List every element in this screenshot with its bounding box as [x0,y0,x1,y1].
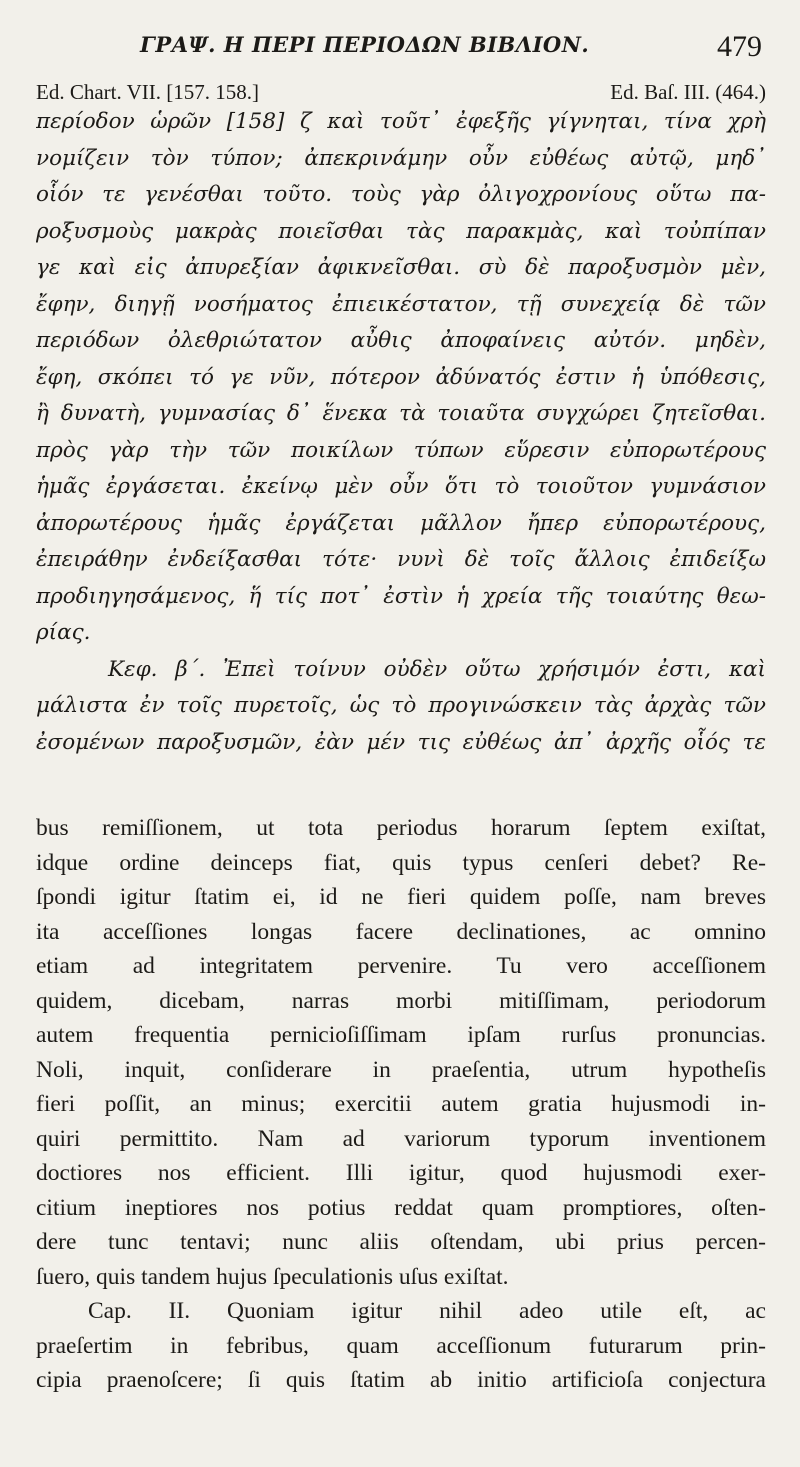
latin-text-line: citium ineptiores nos potius reddat quam promptiores, oſten- [36,1194,766,1221]
greek-text-line: πρὸς γὰρ τὴν τῶν ποικίλων τύπων εὕρεσιν εὐπορωτέρους [36,437,766,463]
greek-text-line: ἐπειράθην ἐνδείξασθαι τότε· νυνὶ δὲ τοῖς ἄλλοις ἐπιδείξω [36,547,766,572]
greek-text-line: ἔφην, διηγῇ νοσήματος ἐπιεικέστατον, τῇ συνεχείᾳ δὲ τῶν [36,291,766,317]
latin-text-line: fieri poſſit, an minus; exercitii autem gratia hujusmodi in- [36,1091,766,1117]
latin-chapter-heading-line: Cap. II. Quoniam igitur nihil adeo utile eſt, ac [88,1298,766,1324]
latin-text-line: idque ordine deinceps fiat, quis typus cenſeri debet? Re- [36,849,766,876]
latin-text-line: doctiores nos efficient. Illi igitur, quod hujusmodi exer- [36,1160,766,1186]
latin-text-line: etiam ad integritatem pervenire. Tu vero acceſſionem [36,953,766,979]
latin-text-line: quidem, dicebam, narras morbi mitiſſimam, periodorum [36,987,766,1014]
latin-text-line: ſuero, quis tandem hujus ſpeculationis uſus exiſtat. [36,1263,509,1290]
greek-text-block [36,104,766,761]
greek-text-line: ἢ δυνατὴ, γυμνασίας δ᾽ ἕνεκα τὰ τοιαῦτα συγχώρει ζητεῖσθαι. [36,401,766,426]
latin-text-line: ita acceſſiones longas facere declinationes, ac omnino [36,918,766,945]
greek-text-line: ἔφη, σκόπει τό γε νῦν, πότερον ἀδύνατός ἐστιν ἡ ὑπόθεσις, [36,364,766,390]
latin-text-line: autem frequentia pernicioſiſſimam ipſam rurſus pronuncias. [36,1022,766,1048]
greek-text-line: ρίας. [36,620,91,645]
latin-text-line: bus remiſſionem, ut tota periodus horarum ſeptem exiſtat, [36,815,766,841]
running-head [0,30,800,70]
greek-text-line: νομίζειν τὸν τύπον; ἀπεκρινάμην οὖν εὐθέως αὐτῷ, μηδ᾽ [36,145,766,171]
edition-chartier-reference: Ed. Chart. VII. [157. 158.] [36,80,259,104]
greek-text-line: μάλιστα ἐν τοῖς πυρετοῖς, ὡς τὸ προγινώσκειν τὰς ἀρχὰς τῶν [36,693,766,718]
running-title: ΓΡΑΨ. Η ΠΕΡΙ ΠΕΡΙΟΔΩΝ ΒΙΒΛΙΟΝ. [140,32,590,57]
latin-text-line: dere tunc tentavi; nunc aliis oſtendam, ubi prius percen- [36,1229,766,1255]
greek-text-line: γε καὶ εἰς ἀπυρεξίαν ἀφικνεῖσθαι. σὺ δὲ παροξυσμὸν μὲν, [36,255,766,280]
greek-text-line: περίοδον ὡρῶν [158] ζ καὶ τοῦτ᾽ ἐφεξῆς γίγνηται, τίνα χρὴ [36,109,766,134]
greek-text-line: ἀπορωτέρους ἡμᾶς ἐργάζεται μᾶλλον ἤπερ εὐπορωτέρους, [36,510,766,536]
greek-chapter-heading-line: Κεφ. β΄. Ἐπεὶ τοίνυν οὐδὲν οὕτω χρήσιμόν ἐστι, καὶ [108,656,766,682]
greek-text-line: ἐσομένων παροξυσμῶν, ἐὰν μέν τις εὐθέως ἀπ᾽ ἀρχῆς οἷός τε [36,729,766,755]
page-number: 479 [717,30,762,63]
greek-text-line: προδιηγησάμενος, ἥ τίς ποτ᾽ ἐστὶν ἡ χρεία τῆς τοιαύτης θεω- [36,583,766,609]
latin-text-block [36,811,766,1398]
greek-text-line: ἡμᾶς ἐργάσεται. ἐκείνῳ μὲν οὖν ὅτι τὸ τοιοῦτον γυμνάσιον [36,474,766,499]
greek-text-line: ροξυσμοὺς μακρὰς ποιεῖσθαι τὰς παρακμὰς, καὶ τοὐπίπαν [36,218,766,244]
latin-text-line: quiri permittito. Nam ad variorum typorum inventionem [36,1125,766,1152]
greek-text-line: περιόδων ὀλεθριώτατον αὖθις ἀποφαίνεις αὐτόν. μηδὲν, [36,328,766,353]
latin-text-line: Noli, inquit, conſiderare in praeſentia, utrum hypotheſis [36,1056,766,1083]
edition-basel-reference: Ed. Baſ. III. (464.) [610,80,766,104]
latin-text-line: ſpondi igitur ſtatim ei, id ne fieri quidem poſſe, nam breves [36,884,766,910]
greek-text-line: οἷόν τε γενέσθαι τοῦτο. τοὺς γὰρ ὀλιγοχρονίους οὕτω πα- [36,182,766,207]
latin-text-line: cipia praenoſcere; ſi quis ſtatim ab initio artificioſa conjectura [36,1367,766,1393]
latin-text-line: praeſertim in febribus, quam acceſſionum futurarum prin- [36,1332,766,1359]
